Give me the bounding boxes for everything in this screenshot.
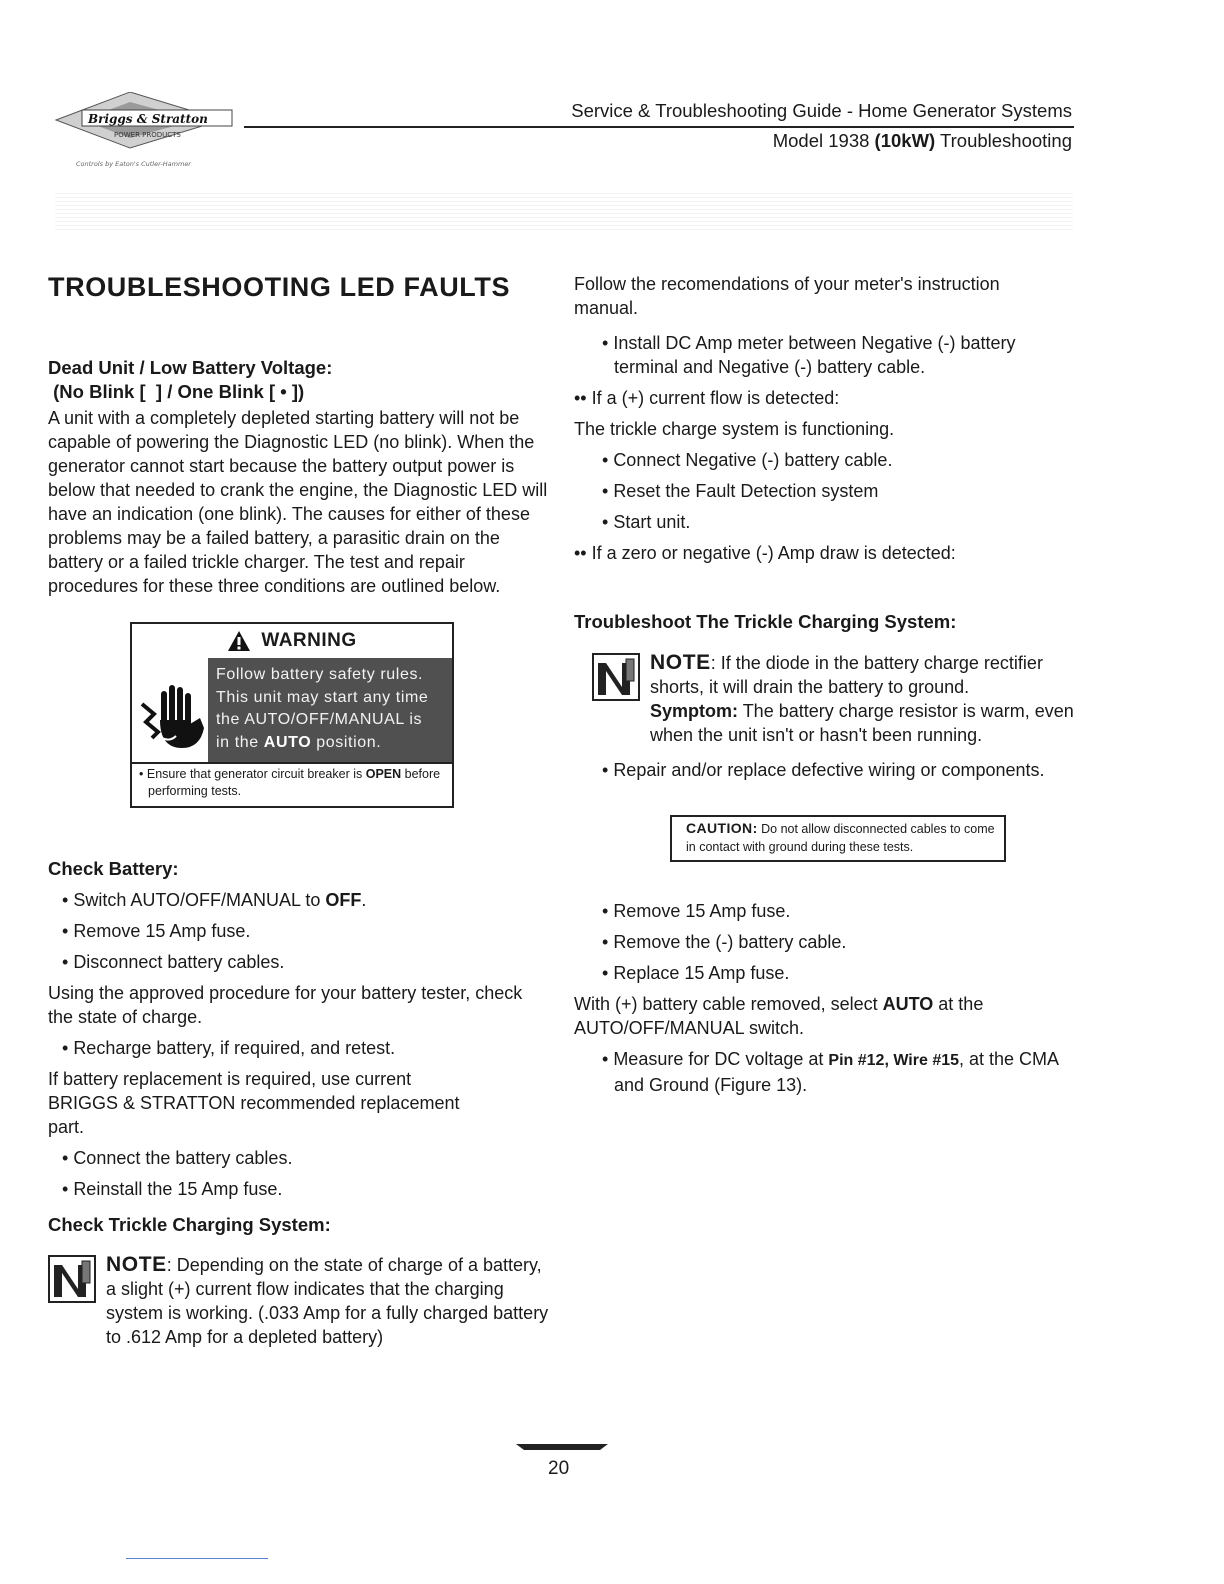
list-item: • Install DC Amp meter between Negative (-) battery terminal and Negative (-) battery cable. [574,331,1084,379]
blink-heading: (No Blink [ ] / One Blink [ • ]) [48,381,305,402]
warning-header [132,624,452,658]
note-hand-icon [48,1255,96,1303]
warning-note: • Ensure that generator circuit breaker is OPEN before performing tests. [132,762,452,806]
auto-select-paragraph: With (+) battery cable removed, select AUTO at the AUTO/OFF/MANUAL switch. [574,994,984,1038]
symptom-label: Symptom: [650,701,739,721]
electric-shock-hand-icon [132,658,208,762]
list-item: • Disconnect battery cables. [48,950,550,974]
note-label: NOTE [106,1253,167,1276]
right-column [574,272,1084,1097]
list-item: • Connect the battery cables. [48,1146,550,1170]
list-item: • Switch AUTO/OFF/MANUAL to OFF. [48,888,550,912]
list-item: • Repair and/or replace defective wiring or components. [574,758,1084,782]
note-block: NOTE: Depending on the state of charge of a battery, a slight (+) current flow indicates that the charging system is working. (.033 Amp for a fully charged battery to .612 Amp for a depleted battery) [48,1253,550,1349]
dead-unit-paragraph: A unit with a completely depleted starting battery will not be capable of powering the Diagnostic LED (no blink). When the generator cannot start because the battery output power is below that needed to crank the engine, the Diagnostic LED will have an indication (one blink). The causes for either of these problems may be a failed battery, a parasitic drain on the battery or a failed trickle charger. The test and repair procedures for these three conditions are outlined below. [48,408,548,596]
list-item: • Remove the (-) battery cable. [574,930,1084,954]
note-hand-icon [592,653,640,701]
zero-draw-line: •• If a zero or negative (-) Amp draw is detected: [574,541,1084,565]
list-item: • Reinstall the 15 Amp fuse. [48,1177,550,1201]
list-item: • Start unit. [574,510,1084,534]
note-block: NOTE: If the diode in the battery charge rectifier shorts, it will drain the battery to ground. Symptom: The battery charge resistor is warm, even when the unit isn't or hasn't been running. [574,651,1084,747]
list-item: • Replace 15 Amp fuse. [574,961,1084,985]
page-number-bar [516,1444,608,1450]
svg-text:POWER PRODUCTS: POWER PRODUCTS [114,131,181,139]
list-item: • Remove 15 Amp fuse. [48,919,550,943]
page-number: 20 [548,1458,570,1479]
list-item: • Reset the Fault Detection system [574,479,1084,503]
caution-box: CAUTION: Do not allow disconnected cables to come in contact with ground during these tests. [670,815,1006,862]
page-title: TROUBLESHOOTING LED FAULTS [48,272,511,302]
left-column [48,270,550,1349]
header-screen-band [55,190,1073,230]
warning-text: Follow battery safety rules. This unit may start any time the AUTO/OFF/MANUAL is in the AUTO position. [208,658,452,762]
troubleshoot-heading: Troubleshoot The Trickle Charging System: [574,611,957,632]
bottom-rule [126,1558,268,1559]
model-line: Model 1938 (10kW) Troubleshooting [772,130,1072,151]
guide-title: Service & Troubleshooting Guide - Home Generator Systems [571,100,1072,121]
warning-title: WARNING [261,630,357,651]
list-item: • Connect Negative (-) battery cable. [574,448,1084,472]
meter-intro: Follow the recomendations of your meter's instruction manual. [574,274,1000,318]
battery-tester-paragraph: Using the approved procedure for your battery tester, check the state of charge. [48,983,523,1027]
caution-label: CAUTION: [686,820,758,836]
header-rule [244,126,1074,128]
note-label: NOTE [650,651,711,674]
svg-text:Controls by Eaton's Cutler-Ham: Controls by Eaton's Cutler-Hammer [76,160,191,168]
positive-flow-line: •• If a (+) current flow is detected: [574,386,1084,410]
svg-text:Briggs & Stratton: Briggs & Stratton [88,112,208,126]
warning-box [130,622,454,808]
check-battery-heading: Check Battery: [48,858,179,879]
briggs-stratton-logo [52,92,242,182]
list-item: • Remove 15 Amp fuse. [574,899,1084,923]
list-item: • Recharge battery, if required, and retest. [48,1036,550,1060]
functioning-line: The trickle charge system is functioning. [574,419,895,439]
dead-unit-heading: Dead Unit / Low Battery Voltage: [48,357,333,378]
warning-triangle-icon [227,630,251,652]
check-trickle-heading: Check Trickle Charging System: [48,1214,331,1235]
warning-body [132,658,452,762]
list-item: • Measure for DC voltage at Pin #12, Wire #15, at the CMA and Ground (Figure 13). [574,1047,1084,1097]
replacement-paragraph: If battery replacement is required, use current BRIGGS & STRATTON recommended replacement part. [48,1069,460,1137]
